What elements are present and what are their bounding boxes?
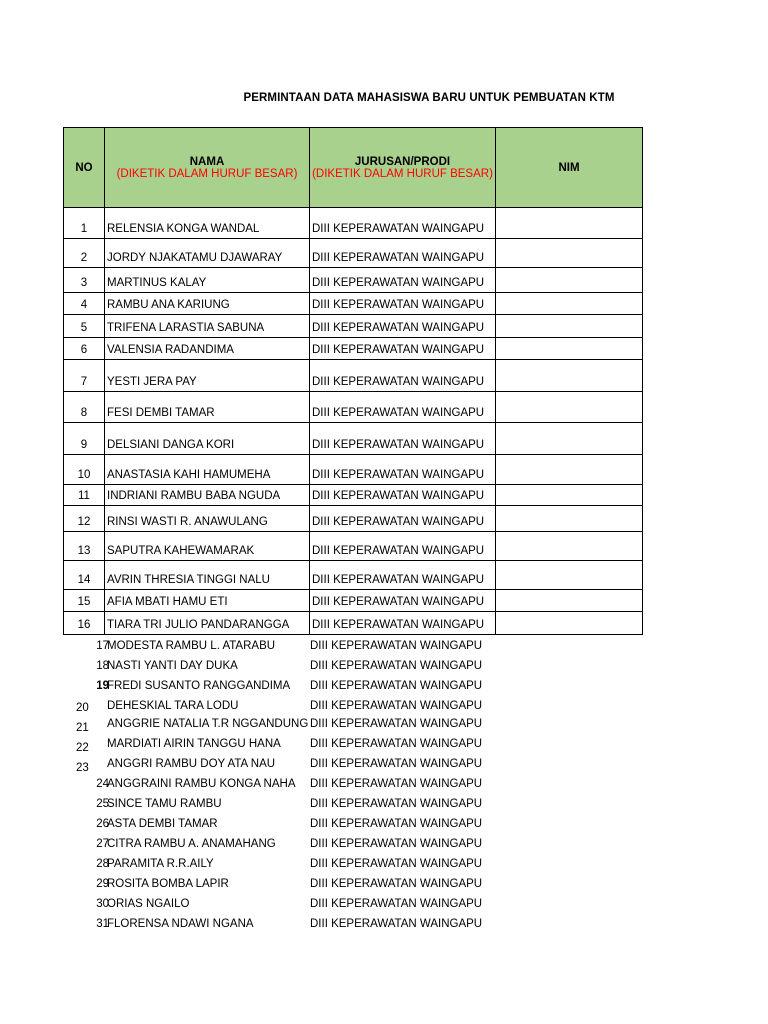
row-nim[interactable]: [496, 338, 643, 360]
row-nama: PARAMITA R.R.AILY: [107, 858, 214, 870]
row-jurusan: DIII KEPERAWATAN WAINGAPU: [310, 293, 496, 315]
row-nama: SINCE TAMU RAMBU: [107, 798, 222, 810]
row-nim[interactable]: [496, 208, 643, 239]
row-nama: TRIFENA LARASTIA SABUNA: [105, 315, 310, 338]
table-row: [64, 485, 643, 506]
table-row: [64, 590, 643, 612]
row-no: 16: [64, 612, 105, 635]
row-nama: RELENSIA KONGA WANDAL: [105, 208, 310, 239]
header-nama: NAMA (DIKETIK DALAM HURUF BESAR): [105, 128, 310, 208]
student-table: [63, 127, 643, 635]
row-nim[interactable]: [496, 360, 643, 392]
row-jurusan: DIII KEPERAWATAN WAINGAPU: [310, 485, 496, 506]
row-nama: FLORENSA NDAWI NGANA: [107, 918, 254, 930]
row-nama: RAMBU ANA KARIUNG: [105, 293, 310, 315]
row-jurusan: DIII KEPERAWATAN WAINGAPU: [310, 315, 496, 338]
row-jurusan: DIII KEPERAWATAN WAINGAPU: [310, 590, 496, 612]
row-jurusan: DIII KEPERAWATAN WAINGAPU: [310, 918, 483, 930]
table-header-row: [64, 128, 643, 208]
row-no: 30: [96, 898, 109, 910]
row-no: 8: [64, 392, 105, 423]
row-jurusan: DIII KEPERAWATAN WAINGAPU: [310, 612, 496, 635]
row-jurusan: DIII KEPERAWATAN WAINGAPU: [310, 423, 496, 455]
table-row: [64, 360, 643, 392]
row-no: 9: [64, 423, 105, 455]
table-row: [64, 612, 643, 635]
header-no: NO: [64, 128, 105, 208]
row-no: 17: [96, 640, 109, 652]
row-nama: ANGGRI RAMBU DOY ATA NAU: [107, 758, 276, 770]
row-nama: ROSITA BOMBA LAPIR: [107, 878, 229, 890]
row-nama: DELSIANI DANGA KORI: [105, 423, 310, 455]
row-nama: INDRIANI RAMBU BABA NGUDA: [105, 485, 310, 506]
row-nama: MODESTA RAMBU L. ATARABU: [107, 640, 276, 652]
row-nim[interactable]: [496, 590, 643, 612]
table-row: [64, 293, 643, 315]
row-nama: AFIA MBATI HAMU ETI: [105, 590, 310, 612]
row-nama: ASTA DEMBI TAMAR: [107, 818, 218, 830]
row-jurusan: DIII KEPERAWATAN WAINGAPU: [310, 858, 483, 870]
table-row: [64, 561, 643, 590]
row-nama: RINSI WASTI R. ANAWULANG: [105, 506, 310, 532]
row-nim[interactable]: [496, 239, 643, 268]
row-nama: JORDY NJAKATAMU DJAWARAY: [105, 239, 310, 268]
row-no: 31: [96, 918, 109, 930]
row-no: 14: [64, 561, 105, 590]
row-no: 15: [64, 590, 105, 612]
row-nim[interactable]: [496, 532, 643, 561]
row-nim[interactable]: [496, 561, 643, 590]
row-jurusan: DIII KEPERAWATAN WAINGAPU: [310, 778, 483, 790]
row-jurusan: DIII KEPERAWATAN WAINGAPU: [310, 738, 483, 750]
row-jurusan: DIII KEPERAWATAN WAINGAPU: [310, 680, 483, 692]
row-jurusan: DIII KEPERAWATAN WAINGAPU: [310, 718, 483, 730]
row-no: 23: [76, 762, 89, 774]
row-no: 7: [64, 360, 105, 392]
row-no: 22: [76, 742, 89, 754]
row-nama: NASTI YANTI DAY DUKA: [107, 660, 238, 672]
row-nim[interactable]: [496, 455, 643, 485]
row-nama: ANGGRAINI RAMBU KONGA NAHA: [107, 778, 296, 790]
row-no: 10: [64, 455, 105, 485]
row-jurusan: DIII KEPERAWATAN WAINGAPU: [310, 878, 483, 890]
row-jurusan: DIII KEPERAWATAN WAINGAPU: [310, 660, 483, 672]
row-jurusan: DIII KEPERAWATAN WAINGAPU: [310, 700, 483, 712]
row-no: 27: [96, 838, 109, 850]
row-nama: ANGGRIE NATALIA T.R NGGANDUNG: [107, 718, 309, 730]
row-no: 29: [96, 878, 109, 890]
table-row: [64, 532, 643, 561]
row-jurusan: DIII KEPERAWATAN WAINGAPU: [310, 818, 483, 830]
row-jurusan: DIII KEPERAWATAN WAINGAPU: [310, 532, 496, 561]
table-row: [64, 315, 643, 338]
row-jurusan: DIII KEPERAWATAN WAINGAPU: [310, 561, 496, 590]
row-no: 5: [64, 315, 105, 338]
row-nama: MARTINUS KALAY: [105, 268, 310, 293]
row-nama: YESTI JERA PAY: [105, 360, 310, 392]
row-no: 13: [64, 532, 105, 561]
row-nama: FESI DEMBI TAMAR: [105, 392, 310, 423]
header-nim: NIM: [496, 128, 643, 208]
row-nim[interactable]: [496, 392, 643, 423]
header-nama-note: (DIKETIK DALAM HURUF BESAR): [116, 167, 298, 180]
row-no: 21: [76, 722, 89, 734]
row-nama: CITRA RAMBU A. ANAMAHANG: [107, 838, 276, 850]
page-title: PERMINTAAN DATA MAHASISWA BARU UNTUK PEMBUATAN KTM: [243, 92, 615, 104]
row-no: 2: [64, 239, 105, 268]
table-row: [64, 392, 643, 423]
row-jurusan: DIII KEPERAWATAN WAINGAPU: [310, 758, 483, 770]
row-nama: ANASTASIA KAHI HAMUMEHA: [105, 455, 310, 485]
row-jurusan: DIII KEPERAWATAN WAINGAPU: [310, 898, 483, 910]
row-no: 26: [96, 818, 109, 830]
row-nama: MARDIATI AIRIN TANGGU HANA: [107, 738, 281, 750]
row-no: 4: [64, 293, 105, 315]
row-no: 1: [64, 208, 105, 239]
table-row: [64, 455, 643, 485]
row-no: 6: [64, 338, 105, 360]
row-nim[interactable]: [496, 612, 643, 635]
row-nim[interactable]: [496, 268, 643, 293]
row-nama: VALENSIA RADANDIMA: [105, 338, 310, 360]
row-no: 20: [76, 702, 89, 714]
header-jurusan: JURUSAN/PRODI (DIKETIK DALAM HURUF BESAR): [310, 128, 496, 208]
row-nim[interactable]: [496, 423, 643, 455]
row-jurusan: DIII KEPERAWATAN WAINGAPU: [310, 506, 496, 532]
table-row: [64, 338, 643, 360]
row-nama: ORIAS NGAILO: [107, 898, 190, 910]
row-jurusan: DIII KEPERAWATAN WAINGAPU: [310, 208, 496, 239]
header-jurusan-note: (DIKETIK DALAM HURUF BESAR): [312, 167, 493, 180]
row-jurusan: DIII KEPERAWATAN WAINGAPU: [310, 838, 483, 850]
row-jurusan: DIII KEPERAWATAN WAINGAPU: [310, 455, 496, 485]
row-no: 24: [96, 778, 109, 790]
row-nama: SAPUTRA KAHEWAMARAK: [105, 532, 310, 561]
table-row: [64, 239, 643, 268]
row-nim[interactable]: [496, 315, 643, 338]
row-jurusan: DIII KEPERAWATAN WAINGAPU: [310, 392, 496, 423]
row-jurusan: DIII KEPERAWATAN WAINGAPU: [310, 640, 483, 652]
row-no: 11: [64, 485, 105, 506]
row-no: 25: [96, 798, 109, 810]
row-nim[interactable]: [496, 485, 643, 506]
table-row: [64, 208, 643, 239]
row-nama: FREDI SUSANTO RANGGANDIMA: [107, 680, 291, 692]
row-no: 19: [96, 680, 109, 692]
row-nama: TIARA TRI JULIO PANDARANGGA: [105, 612, 310, 635]
table-row: [64, 423, 643, 455]
row-jurusan: DIII KEPERAWATAN WAINGAPU: [310, 338, 496, 360]
row-no: 12: [64, 506, 105, 532]
row-jurusan: DIII KEPERAWATAN WAINGAPU: [310, 798, 483, 810]
row-nim[interactable]: [496, 506, 643, 532]
row-jurusan: DIII KEPERAWATAN WAINGAPU: [310, 268, 496, 293]
row-jurusan: DIII KEPERAWATAN WAINGAPU: [310, 360, 496, 392]
row-nama: AVRIN THRESIA TINGGI NALU: [105, 561, 310, 590]
row-jurusan: DIII KEPERAWATAN WAINGAPU: [310, 239, 496, 268]
row-nim[interactable]: [496, 293, 643, 315]
row-no: 3: [64, 268, 105, 293]
row-no: 18: [96, 660, 109, 672]
table-row: [64, 268, 643, 293]
table-row: [64, 506, 643, 532]
row-nama: DEHESKIAL TARA LODU: [107, 700, 239, 712]
row-no: 28: [96, 858, 109, 870]
